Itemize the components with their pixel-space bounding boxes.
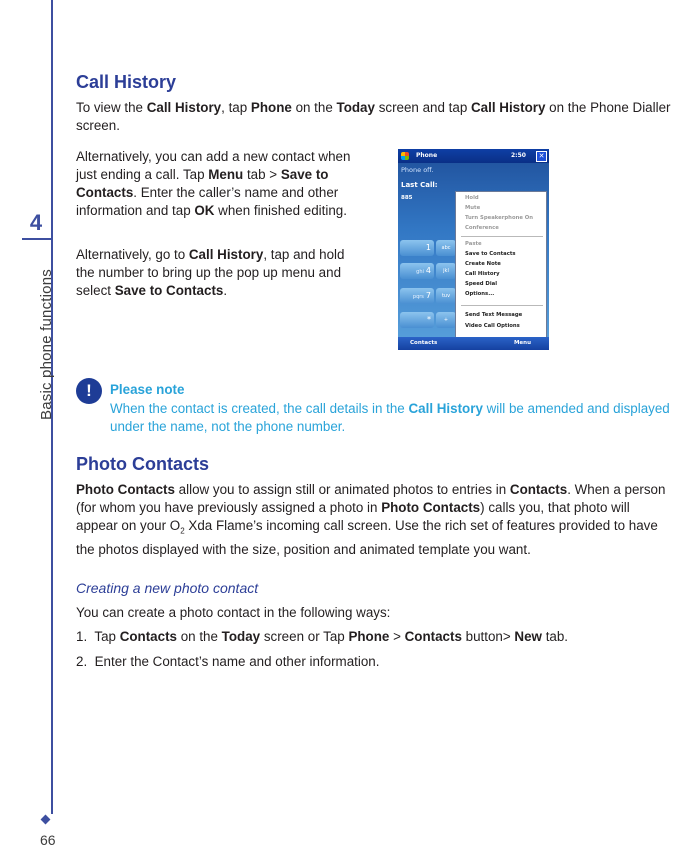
call-history-paragraph-2: Alternatively, you can add a new contact when just ending a call. Tap Menu tab > Save to Contacts. Enter the caller’s name and other information and tap OK when finished editing.: [76, 149, 351, 218]
keypad-key: 1: [400, 240, 434, 256]
menu-item: Mute: [465, 205, 481, 211]
keypad-key: jkl: [436, 263, 456, 279]
softkey-contacts: Contacts: [410, 340, 438, 346]
page-number: 66: [40, 832, 56, 848]
keypad-key: abc: [436, 240, 456, 256]
keypad-key: tuv: [436, 288, 456, 304]
step-1: 1. Tap Contacts on the Today screen or Tap Phone > Contacts button> New tab.: [76, 629, 569, 644]
chapter-number-underline: [22, 238, 52, 240]
menu-separator: [461, 236, 543, 237]
context-menu: [455, 191, 547, 338]
note-text: When the contact is created, the call details in the Call History will be amended and displayed under the name, not the phone number.: [110, 401, 670, 434]
menu-item: Video Call Options: [465, 323, 520, 329]
keypad-key: *: [400, 312, 434, 328]
call-history-paragraph-3: Alternatively, go to Call History, tap and hold the number to bring up the pop up menu and select Save to Contacts.: [76, 247, 345, 298]
menu-item: Send Text Message: [465, 312, 523, 318]
step-2: 2. Enter the Contact’s name and other information.: [76, 654, 380, 669]
menu-separator: [461, 305, 543, 306]
close-icon: ✕: [536, 151, 547, 162]
note-title: Please note: [110, 382, 185, 397]
photo-contacts-paragraph: Photo Contacts allow you to assign still or animated photos to entries in Contacts. When a person (for whom you have previously assigned a photo in Photo Contacts) calls you, that photo will appear on your $O_2$ Xda Flame’s incoming call screen. Use the rich set of features provided to have the photos displayed with the size, position and animated template you want.: [76, 482, 666, 557]
menu-item: Speed Dial: [465, 281, 498, 287]
menu-item: Paste: [465, 241, 482, 247]
phone-title-bar: [398, 149, 549, 163]
call-history-heading: Call History: [76, 72, 177, 92]
menu-item: Save to Contacts: [465, 251, 516, 257]
menu-item: Turn Speakerphone On: [465, 215, 534, 221]
chapter-title: Basic phone functions: [38, 269, 55, 420]
phone-screenshot: [398, 149, 549, 350]
photo-contacts-intro: You can create a photo contact in the following ways:: [76, 605, 391, 620]
phone-title: Phone: [416, 152, 438, 159]
chapter-number: 4: [29, 210, 43, 235]
diamond-icon: [41, 815, 51, 825]
menu-item: Hold: [465, 195, 479, 201]
call-history-paragraph-1: To view the Call History, tap Phone on the Today screen and tap Call History on the Phone Dialler screen.: [76, 100, 671, 133]
keypad-key: +: [436, 312, 456, 328]
menu-item: Options...: [465, 291, 495, 297]
keypad-key: ghi 4: [400, 263, 434, 279]
menu-item: Conference: [465, 225, 499, 231]
windows-start-icon: [401, 152, 409, 160]
phone-time: 2:50: [511, 152, 526, 159]
last-call-number: 885: [401, 195, 413, 201]
menu-item: Call History: [465, 271, 500, 277]
softkey-bar: [398, 337, 549, 350]
softkey-menu: Menu: [513, 340, 531, 346]
exclamation-icon: !: [76, 378, 102, 404]
phone-status: Phone off.: [401, 166, 434, 174]
menu-item: Create Note: [465, 261, 501, 267]
keypad-key: pqrs 7: [400, 288, 434, 304]
photo-contacts-subheading: Creating a new photo contact: [76, 580, 259, 596]
last-call-label: Last Call:: [401, 181, 438, 189]
photo-contacts-heading: Photo Contacts: [76, 454, 209, 474]
